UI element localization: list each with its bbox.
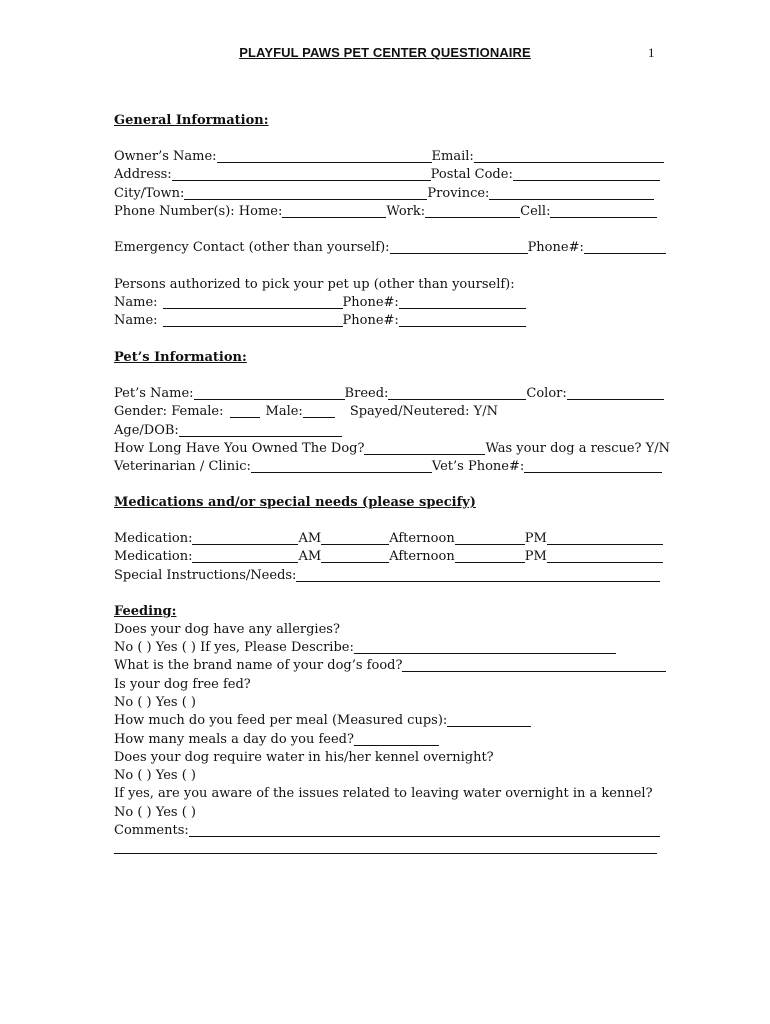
aware-question: If yes, are you aware of the issues related to leaving water overnight in a kennel? — [114, 786, 653, 801]
emergency-phone-label: Phone#: — [527, 240, 584, 255]
phone-label: Phone#: — [342, 313, 399, 328]
per-meal-row — [114, 712, 657, 730]
water-question: Does your dog require water in his/her kennel overnight? — [114, 750, 494, 765]
cell-field[interactable] — [550, 204, 657, 218]
medication-label: Medication: — [114, 531, 193, 546]
feeding-heading: Feeding: — [114, 604, 177, 619]
allergies-row — [114, 639, 657, 657]
comments-label: Comments: — [114, 823, 189, 838]
pet-name-row — [114, 385, 657, 403]
afternoon-label: Afternoon — [389, 549, 455, 564]
vet-phone-label: Vet’s Phone#: — [431, 459, 525, 474]
vet-label: Veterinarian / Clinic: — [114, 459, 251, 474]
city-field[interactable] — [184, 186, 427, 200]
authorized-row-2 — [114, 312, 657, 330]
am-field-1[interactable] — [321, 531, 389, 545]
address-field[interactable] — [172, 167, 431, 181]
authorized-name-field-1[interactable] — [163, 295, 343, 309]
work-label: Work: — [386, 204, 426, 219]
female-field[interactable] — [230, 404, 260, 418]
postal-code-field[interactable] — [513, 167, 660, 181]
am-field-2[interactable] — [321, 549, 389, 563]
special-label: Special Instructions/Needs: — [114, 568, 297, 583]
brand-question: What is the brand name of your dog’s food? — [114, 658, 403, 673]
authorized-row-1 — [114, 294, 657, 312]
breed-label: Breed: — [344, 386, 389, 401]
cell-label: Cell: — [520, 204, 551, 219]
medication-row-2 — [114, 548, 657, 566]
medication-row-1 — [114, 530, 657, 548]
meals-day-row — [114, 731, 657, 749]
pm-label: PM — [524, 549, 547, 564]
afternoon-label: Afternoon — [389, 531, 455, 546]
rescue-label: Was your dog a rescue? Y/N — [485, 441, 670, 456]
pm-field-2[interactable] — [547, 549, 663, 563]
emergency-phone-field[interactable] — [584, 240, 666, 254]
authorized-label: Persons authorized to pick your pet up (other than yourself): — [114, 277, 515, 292]
work-field[interactable] — [425, 204, 520, 218]
allergies-question: Does your dog have any allergies? — [114, 622, 340, 637]
vet-field[interactable] — [251, 459, 432, 473]
vet-phone-field[interactable] — [524, 459, 662, 473]
authorized-name-field-2[interactable] — [163, 313, 343, 327]
owner-name-label: Owner’s Name: — [114, 149, 217, 164]
meals-day-question: How many meals a day do you feed? — [114, 732, 354, 747]
name-label: Name: — [114, 295, 158, 310]
color-field[interactable] — [567, 386, 664, 400]
afternoon-field-2[interactable] — [455, 549, 525, 563]
general-heading: General Information: — [114, 113, 269, 128]
medication-field-1[interactable] — [192, 531, 298, 545]
gender-row — [114, 403, 657, 421]
brand-field[interactable] — [402, 658, 666, 672]
male-field[interactable] — [303, 404, 335, 418]
pet-name-label: Pet’s Name: — [114, 386, 194, 401]
male-label: Male: — [265, 404, 303, 419]
owned-row — [114, 440, 670, 458]
special-row — [114, 567, 657, 585]
owned-field[interactable] — [364, 441, 485, 455]
allergies-describe-field[interactable] — [354, 640, 616, 654]
emergency-label: Emergency Contact (other than yourself): — [114, 240, 390, 255]
afternoon-field-1[interactable] — [455, 531, 525, 545]
phone-row — [114, 203, 657, 221]
phone-home-label: Phone Number(s): Home: — [114, 204, 283, 219]
emergency-field[interactable] — [390, 240, 528, 254]
comments-field[interactable] — [189, 823, 660, 837]
phone-home-field[interactable] — [282, 204, 386, 218]
owner-email-row — [114, 148, 657, 166]
phone-label: Phone#: — [342, 295, 399, 310]
owned-label: How Long Have You Owned The Dog? — [114, 441, 365, 456]
allergies-answer: No ( ) Yes ( ) If yes, Please Describe: — [114, 640, 354, 655]
comments-extra-line[interactable] — [114, 853, 657, 854]
age-field[interactable] — [179, 423, 342, 437]
name-label: Name: — [114, 313, 158, 328]
city-label: City/Town: — [114, 186, 185, 201]
spayed-label: Spayed/Neutered: Y/N — [349, 404, 498, 419]
province-field[interactable] — [489, 186, 654, 200]
medication-label: Medication: — [114, 549, 193, 564]
age-label: Age/DOB: — [114, 423, 179, 438]
per-meal-question: How much do you feed per meal (Measured cups): — [114, 713, 448, 728]
emergency-row — [114, 239, 657, 257]
address-row — [114, 166, 657, 184]
comments-row — [114, 822, 657, 840]
vet-row — [114, 458, 657, 476]
postal-code-label: Postal Code: — [430, 167, 513, 182]
authorized-phone-field-2[interactable] — [399, 313, 526, 327]
email-field[interactable] — [474, 149, 664, 163]
address-label: Address: — [114, 167, 172, 182]
pm-field-1[interactable] — [547, 531, 663, 545]
water-answer: No ( ) Yes ( ) — [114, 768, 196, 783]
breed-field[interactable] — [388, 386, 526, 400]
owner-name-field[interactable] — [217, 149, 432, 163]
per-meal-field[interactable] — [447, 713, 531, 727]
am-label: AM — [298, 549, 322, 564]
authorized-phone-field-1[interactable] — [399, 295, 526, 309]
age-row — [114, 422, 657, 440]
free-fed-answer: No ( ) Yes ( ) — [114, 695, 196, 710]
special-field[interactable] — [296, 568, 660, 582]
color-label: Color: — [526, 386, 567, 401]
pet-name-field[interactable] — [194, 386, 345, 400]
email-label: Email: — [431, 149, 474, 164]
aware-answer: No ( ) Yes ( ) — [114, 805, 196, 820]
page-title: PLAYFUL PAWS PET CENTER QUESTIONAIRE — [239, 45, 531, 60]
city-row — [114, 185, 657, 203]
province-label: Province: — [427, 186, 490, 201]
pm-label: PM — [524, 531, 547, 546]
page-number: 1 — [648, 45, 655, 60]
brand-row — [114, 657, 657, 675]
am-label: AM — [298, 531, 322, 546]
gender-female-label: Gender: Female: — [114, 404, 224, 419]
medications-heading: Medications and/or special needs (please specify) — [114, 495, 476, 510]
free-fed-question: Is your dog free fed? — [114, 677, 251, 692]
meals-day-field[interactable] — [354, 732, 439, 746]
pet-heading: Pet’s Information: — [114, 350, 247, 365]
medication-field-2[interactable] — [192, 549, 298, 563]
